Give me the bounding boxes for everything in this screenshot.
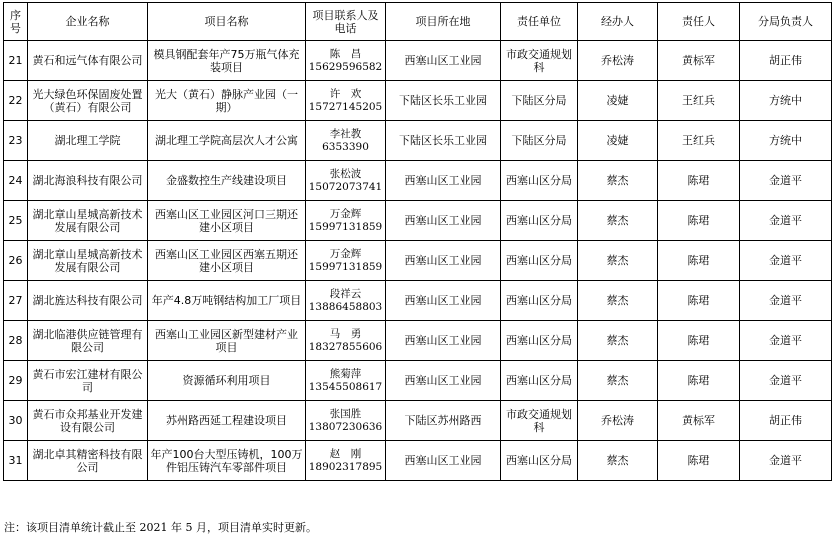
- cell-company: 湖北章山星城高新技术发展有限公司: [28, 241, 148, 281]
- cell-project: 光大（黄石）静脉产业园（一期）: [148, 81, 306, 121]
- cell-handler: 凌婕: [578, 121, 658, 161]
- cell-handler: 乔松涛: [578, 401, 658, 441]
- table-note: 注：该项目清单统计截止至 2021 年 5 月，项目清单实时更新。: [4, 521, 317, 534]
- cell-branch-head: 方统中: [740, 121, 832, 161]
- cell-project: 西塞山工业园区新型建材产业项目: [148, 321, 306, 361]
- cell-unit: 市政交通规划科: [501, 41, 578, 81]
- project-list-table: [3, 2, 832, 481]
- cell-contact: [306, 281, 386, 321]
- contact-phone: 6353390: [322, 140, 369, 153]
- contact-phone: 15997131859: [308, 220, 383, 233]
- cell-branch-head: 金道平: [740, 161, 832, 201]
- cell-branch-head: 金道平: [740, 241, 832, 281]
- cell-branch-head: 金道平: [740, 321, 832, 361]
- cell-project: 年产4.8万吨钢结构加工厂项目: [148, 281, 306, 321]
- cell-location: 西塞山区工业园: [386, 201, 501, 241]
- cell-contact: [306, 81, 386, 121]
- contact-name: 张国胜: [329, 407, 362, 420]
- cell-responsible: 陈珺: [658, 161, 740, 201]
- cell-responsible: 王红兵: [658, 81, 740, 121]
- cell-company: 湖北旌达科技有限公司: [28, 281, 148, 321]
- contact-name: 万金辉: [329, 207, 362, 220]
- header-unit: 责任单位: [501, 3, 578, 41]
- cell-company: 光大绿色环保固废处置（黄石）有限公司: [28, 81, 148, 121]
- cell-responsible: 黄标军: [658, 401, 740, 441]
- contact-name: 许 欢: [329, 87, 362, 100]
- cell-branch-head: 胡正伟: [740, 401, 832, 441]
- cell-handler: 蔡杰: [578, 201, 658, 241]
- cell-branch-head: 方统中: [740, 81, 832, 121]
- cell-unit: 下陆区分局: [501, 81, 578, 121]
- cell-seq: 31: [4, 441, 28, 481]
- contact-phone: 13545508617: [308, 380, 383, 393]
- cell-company: 湖北临港供应链管理有限公司: [28, 321, 148, 361]
- cell-company: 黄石市宏江建材有限公司: [28, 361, 148, 401]
- cell-company: 湖北章山星城高新技术发展有限公司: [28, 201, 148, 241]
- table-row: [4, 41, 832, 81]
- cell-contact: [306, 241, 386, 281]
- contact-name: 赵 刚: [329, 447, 362, 460]
- contact-phone: 18902317895: [308, 460, 383, 473]
- cell-location: 西塞山区工业园: [386, 161, 501, 201]
- table-row: [4, 161, 832, 201]
- cell-branch-head: 金道平: [740, 361, 832, 401]
- cell-responsible: 黄标军: [658, 41, 740, 81]
- header-company: 企业名称: [28, 3, 148, 41]
- header-seq: 序号: [4, 3, 28, 41]
- contact-phone: 15072073741: [308, 180, 383, 193]
- cell-location: 西塞山区工业园: [386, 361, 501, 401]
- cell-location: 西塞山区工业园: [386, 241, 501, 281]
- cell-handler: 蔡杰: [578, 361, 658, 401]
- cell-company: 黄石市众邦基业开发建设有限公司: [28, 401, 148, 441]
- cell-branch-head: 金道平: [740, 281, 832, 321]
- cell-seq: 30: [4, 401, 28, 441]
- cell-seq: 24: [4, 161, 28, 201]
- cell-handler: 蔡杰: [578, 441, 658, 481]
- cell-unit: 西塞山区分局: [501, 161, 578, 201]
- header-branch-head: 分局负责人: [740, 3, 832, 41]
- cell-seq: 26: [4, 241, 28, 281]
- cell-contact: [306, 121, 386, 161]
- cell-seq: 22: [4, 81, 28, 121]
- cell-unit: 西塞山区分局: [501, 321, 578, 361]
- cell-contact: [306, 161, 386, 201]
- cell-branch-head: 胡正伟: [740, 41, 832, 81]
- cell-contact: [306, 401, 386, 441]
- contact-phone: 15727145205: [308, 100, 383, 113]
- cell-seq: 28: [4, 321, 28, 361]
- header-responsible: 责任人: [658, 3, 740, 41]
- cell-project: 金盛数控生产线建设项目: [148, 161, 306, 201]
- contact-name: 万金辉: [329, 247, 362, 260]
- cell-handler: 乔松涛: [578, 41, 658, 81]
- cell-unit: 西塞山区分局: [501, 441, 578, 481]
- cell-handler: 蔡杰: [578, 321, 658, 361]
- cell-responsible: 陈珺: [658, 361, 740, 401]
- cell-handler: 蔡杰: [578, 161, 658, 201]
- cell-project: 资源循环利用项目: [148, 361, 306, 401]
- cell-company: 黄石和远气体有限公司: [28, 41, 148, 81]
- contact-phone: 13807230636: [308, 420, 383, 433]
- cell-branch-head: 金道平: [740, 201, 832, 241]
- header-project: 项目名称: [148, 3, 306, 41]
- table-row: [4, 401, 832, 441]
- cell-responsible: 陈珺: [658, 321, 740, 361]
- cell-unit: 西塞山区分局: [501, 281, 578, 321]
- cell-unit: 市政交通规划科: [501, 401, 578, 441]
- cell-location: 下陆区长乐工业园: [386, 121, 501, 161]
- contact-phone: 15997131859: [308, 260, 383, 273]
- header-location: 项目所在地: [386, 3, 501, 41]
- cell-contact: [306, 321, 386, 361]
- cell-company: 湖北海浪科技有限公司: [28, 161, 148, 201]
- table-row: [4, 281, 832, 321]
- cell-seq: 25: [4, 201, 28, 241]
- cell-responsible: 陈珺: [658, 441, 740, 481]
- contact-name: 熊菊萍: [329, 367, 362, 380]
- cell-handler: 蔡杰: [578, 281, 658, 321]
- cell-company: 湖北理工学院: [28, 121, 148, 161]
- table-row: [4, 361, 832, 401]
- contact-name: 李社教: [329, 127, 362, 140]
- cell-unit: 西塞山区分局: [501, 241, 578, 281]
- cell-unit: 西塞山区分局: [501, 361, 578, 401]
- cell-unit: 西塞山区分局: [501, 201, 578, 241]
- cell-seq: 23: [4, 121, 28, 161]
- contact-phone: 13886458803: [308, 300, 383, 313]
- contact-name: 段祥云: [329, 287, 362, 300]
- contact-name: 陈 昌: [329, 47, 362, 60]
- header-row: [4, 3, 832, 41]
- cell-seq: 27: [4, 281, 28, 321]
- cell-seq: 21: [4, 41, 28, 81]
- cell-project: 湖北理工学院高层次人才公寓: [148, 121, 306, 161]
- cell-company: 湖北卓其精密科技有限公司: [28, 441, 148, 481]
- cell-location: 西塞山区工业园: [386, 41, 501, 81]
- cell-location: 西塞山区工业园: [386, 441, 501, 481]
- cell-contact: [306, 41, 386, 81]
- cell-responsible: 陈珺: [658, 281, 740, 321]
- cell-seq: 29: [4, 361, 28, 401]
- cell-project: 苏州路西延工程建设项目: [148, 401, 306, 441]
- contact-name: 张松波: [329, 167, 362, 180]
- table-row: [4, 441, 832, 481]
- contact-name: 马 勇: [329, 327, 362, 340]
- cell-location: 西塞山区工业园: [386, 321, 501, 361]
- cell-responsible: 陈珺: [658, 241, 740, 281]
- cell-responsible: 王红兵: [658, 121, 740, 161]
- cell-handler: 蔡杰: [578, 241, 658, 281]
- cell-location: 下陆区苏州路西: [386, 401, 501, 441]
- cell-branch-head: 金道平: [740, 441, 832, 481]
- cell-handler: 凌婕: [578, 81, 658, 121]
- cell-project: 年产100台大型压铸机，100万件铝压铸汽车零部件项目: [148, 441, 306, 481]
- contact-phone: 15629596582: [308, 60, 383, 73]
- contact-phone: 18327855606: [308, 340, 383, 353]
- cell-project: 西塞山区工业园区西塞五期还建小区项目: [148, 241, 306, 281]
- table-row: [4, 241, 832, 281]
- cell-project: 西塞山区工业园区河口三期还建小区项目: [148, 201, 306, 241]
- cell-contact: [306, 361, 386, 401]
- table-row: [4, 121, 832, 161]
- header-contact: 项目联系人及电话: [306, 3, 386, 41]
- table-row: [4, 321, 832, 361]
- header-handler: 经办人: [578, 3, 658, 41]
- cell-contact: [306, 201, 386, 241]
- cell-location: 下陆区长乐工业园: [386, 81, 501, 121]
- table-row: [4, 201, 832, 241]
- cell-contact: [306, 441, 386, 481]
- cell-unit: 下陆区分局: [501, 121, 578, 161]
- cell-project: 模具钢配套年产75万瓶气体充装项目: [148, 41, 306, 81]
- cell-responsible: 陈珺: [658, 201, 740, 241]
- table-row: [4, 81, 832, 121]
- cell-location: 西塞山区工业园: [386, 281, 501, 321]
